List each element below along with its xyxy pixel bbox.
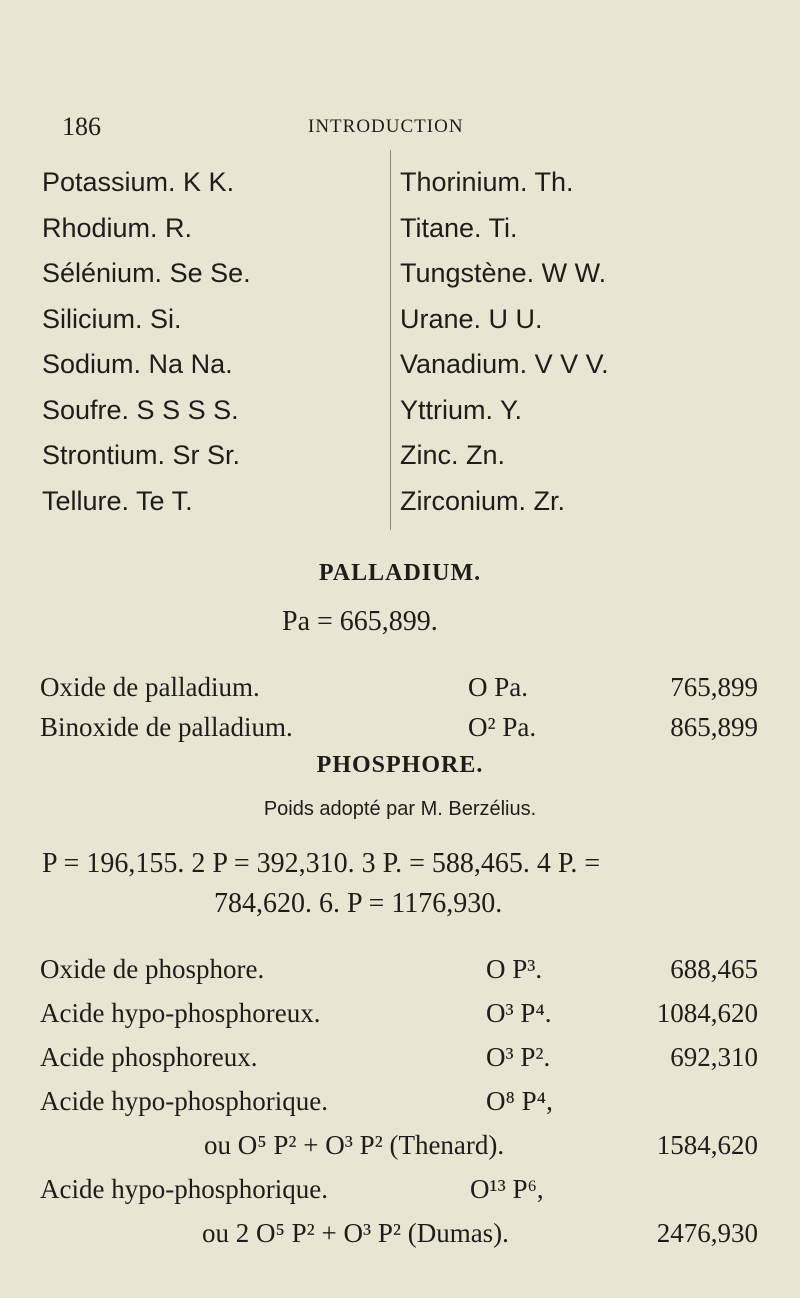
compound-formula: O² Pa. xyxy=(468,712,537,742)
running-title: INTRODUCTION xyxy=(308,116,464,137)
element-entry: Soufre. S S S S. xyxy=(42,394,239,425)
compound-value: 865,899 xyxy=(670,712,758,742)
equation-line: P = 196,155. 2 P = 392,310. 3 P. = 588,465. 4 P. = xyxy=(42,848,601,879)
compound-row xyxy=(0,954,800,996)
compound-name: Acide hypo-phosphorique. xyxy=(40,1086,328,1116)
source-note: Poids adopté par M. Berzélius. xyxy=(263,798,537,820)
element-entry: Sodium. Na Na. xyxy=(42,349,233,379)
compound-row xyxy=(0,1086,800,1128)
compound-formula: O Pa. xyxy=(468,672,528,702)
compound-row xyxy=(0,672,800,714)
element-entry: Yttrium. Y. xyxy=(400,394,523,425)
continuation-row xyxy=(0,1218,800,1260)
compound-row xyxy=(0,998,800,1040)
atomic-weight-formula: Pa = 665,899. xyxy=(282,606,438,637)
element-entry: Zirconium. Zr. xyxy=(400,485,566,516)
compound-row xyxy=(0,1042,800,1084)
element-entry: Titane. Ti. xyxy=(400,212,518,243)
element-entry: Strontium. Sr Sr. xyxy=(42,440,241,470)
compound-row xyxy=(0,1174,800,1216)
compound-name: Oxide de palladium. xyxy=(40,672,260,702)
compound-formula: O¹³ P⁶, xyxy=(470,1174,544,1204)
element-entry: Tungstène. W W. xyxy=(400,258,607,288)
element-list-left xyxy=(42,160,372,524)
compound-name: Acide hypo-phosphoreux. xyxy=(40,998,321,1028)
compound-name: Binoxide de palladium. xyxy=(40,712,293,742)
element-entry: Thorinium. Th. xyxy=(400,167,574,197)
continuation-row xyxy=(0,1130,800,1172)
element-entry: Rhodium. R. xyxy=(42,212,193,243)
equation-line: 784,620. 6. P = 1176,930. xyxy=(214,888,503,919)
compound-formula: O P³. xyxy=(486,954,543,984)
element-entry: Sélénium. Se Se. xyxy=(42,258,251,288)
compound-formula: O⁸ P⁴, xyxy=(486,1086,553,1116)
section-heading-phosphore: PHOSPHORE. xyxy=(316,752,484,778)
section-heading-palladium: PALLADIUM. xyxy=(318,560,482,586)
compound-value: 1584,620 xyxy=(656,1130,758,1160)
compound-formula: O³ P⁴. xyxy=(486,998,552,1028)
compound-name: Oxide de phosphore. xyxy=(40,954,265,984)
continuation-text: ou 2 O⁵ P² + O³ P² (Dumas). xyxy=(202,1218,509,1248)
compound-name: Acide phosphoreux. xyxy=(40,1042,258,1072)
compound-value: 688,465 xyxy=(670,954,758,984)
compound-name: Acide hypo-phosphorique. xyxy=(40,1174,328,1204)
element-entry: Tellure. Te T. xyxy=(42,485,193,516)
compound-value: 2476,930 xyxy=(656,1218,758,1248)
compound-row xyxy=(0,712,800,754)
compound-value: 765,899 xyxy=(670,672,758,702)
continuation-text: ou O⁵ P² + O³ P² (Thenard). xyxy=(204,1130,505,1160)
column-divider xyxy=(390,150,391,530)
compound-formula: O³ P². xyxy=(486,1042,551,1072)
element-list-right xyxy=(400,160,760,524)
element-entry: Vanadium. V V V. xyxy=(400,349,609,379)
element-entry: Potassium. K K. xyxy=(42,167,235,197)
running-header xyxy=(0,112,800,142)
compound-value: 692,310 xyxy=(670,1042,758,1072)
page-number: 186 xyxy=(62,112,101,141)
element-entry: Zinc. Zn. xyxy=(400,440,506,470)
element-entry: Silicium. Si. xyxy=(42,303,182,334)
compound-value: 1084,620 xyxy=(656,998,758,1028)
element-entry: Urane. U U. xyxy=(400,303,543,334)
